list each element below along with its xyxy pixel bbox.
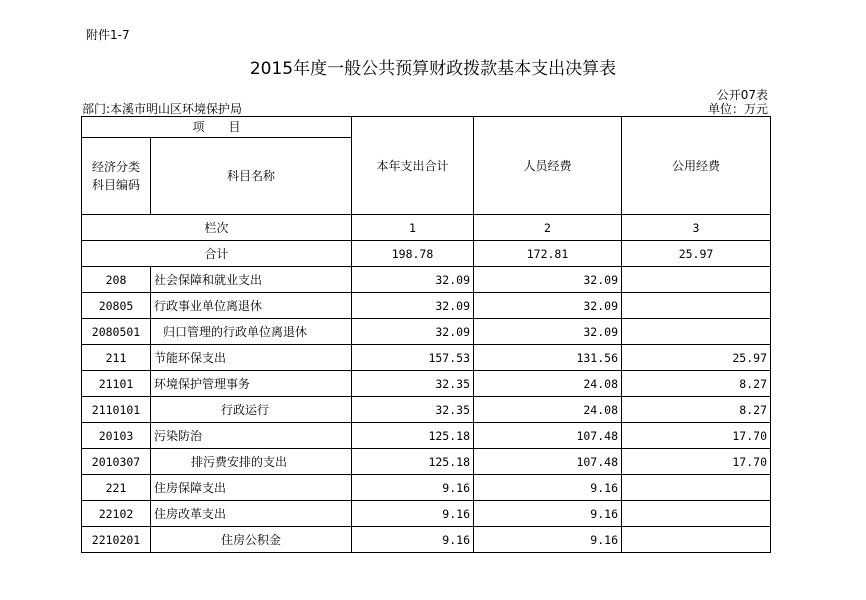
row-personnel: 32.09 [474,319,622,345]
sum-total: 198.78 [352,241,474,267]
row-personnel: 9.16 [474,501,622,527]
col-total-header: 本年支出合计 [352,117,474,215]
row-public [622,293,771,319]
row-total: 9.16 [352,527,474,553]
row-code: 20103 [82,423,151,449]
row-public: 17.70 [622,449,771,475]
row-name: 行政事业单位离退休 [151,293,352,319]
row-total: 32.09 [352,319,474,345]
table-row [82,475,771,501]
row-total: 9.16 [352,475,474,501]
row-personnel: 24.08 [474,397,622,423]
row-public [622,527,771,553]
row-name: 住房保障支出 [151,475,352,501]
row-name: 住房改革支出 [151,501,352,527]
unit-label: 单位：万元 [707,102,768,116]
row-total: 32.35 [352,371,474,397]
row-public: 25.97 [622,345,771,371]
department-label: 部门:本溪市明山区环境保护局 [82,102,243,116]
row-total: 157.53 [352,345,474,371]
table-row [82,449,771,475]
row-total: 32.09 [352,267,474,293]
row-personnel: 9.16 [474,527,622,553]
page-title: 2015年度一般公共预算财政拨款基本支出决算表 [249,59,617,79]
index-row [82,215,771,241]
row-code: 20805 [82,293,151,319]
table-row [82,319,771,345]
row-personnel: 107.48 [474,423,622,449]
table-row [82,371,771,397]
row-public [622,501,771,527]
row-public [622,475,771,501]
group-header: 项 目 [82,117,352,138]
attachment-label: 附件1-7 [86,28,130,42]
row-code: 21101 [82,371,151,397]
table-row [82,423,771,449]
row-public [622,267,771,293]
row-personnel: 32.09 [474,293,622,319]
index-label: 栏次 [82,215,352,241]
expenditure-table [81,116,771,553]
row-code: 2110101 [82,397,151,423]
row-personnel: 24.08 [474,371,622,397]
row-code: 208 [82,267,151,293]
row-name: 归口管理的行政单位离退休 [151,319,352,345]
row-code: 22102 [82,501,151,527]
row-name: 行政运行 [151,397,352,423]
col-personnel-header: 人员经费 [474,117,622,215]
row-personnel: 131.56 [474,345,622,371]
row-total: 32.09 [352,293,474,319]
row-personnel: 107.48 [474,449,622,475]
row-code: 2010307 [82,449,151,475]
col-public-header: 公用经费 [622,117,771,215]
table-row [82,345,771,371]
row-total: 125.18 [352,423,474,449]
col-code-header [82,138,151,215]
row-code: 211 [82,345,151,371]
col-code-line1: 经济分类 [91,160,140,174]
row-code: 221 [82,475,151,501]
col-code-line2: 科目编码 [91,178,140,192]
row-code: 2210201 [82,527,151,553]
row-name: 社会保障和就业支出 [151,267,352,293]
row-public: 17.70 [622,423,771,449]
sum-public: 25.97 [622,241,771,267]
table-row [82,397,771,423]
row-name: 污染防治 [151,423,352,449]
row-name: 节能环保支出 [151,345,352,371]
row-total: 125.18 [352,449,474,475]
table-row [82,527,771,553]
index-3: 3 [622,215,771,241]
header-row-1 [82,117,771,138]
row-public [622,319,771,345]
row-public: 8.27 [622,371,771,397]
row-personnel: 32.09 [474,267,622,293]
sum-label: 合计 [82,241,352,267]
row-total: 9.16 [352,501,474,527]
col-name-header: 科目名称 [151,138,352,215]
row-public: 8.27 [622,397,771,423]
table-row [82,293,771,319]
table-row [82,267,771,293]
row-name: 环境保护管理事务 [151,371,352,397]
table-row [82,501,771,527]
index-2: 2 [474,215,622,241]
row-personnel: 9.16 [474,475,622,501]
sum-personnel: 172.81 [474,241,622,267]
row-name: 住房公积金 [151,527,352,553]
row-total: 32.35 [352,397,474,423]
row-name: 排污费安排的支出 [151,449,352,475]
sum-row [82,241,771,267]
form-code: 公开07表 [716,88,768,102]
row-code: 2080501 [82,319,151,345]
index-1: 1 [352,215,474,241]
